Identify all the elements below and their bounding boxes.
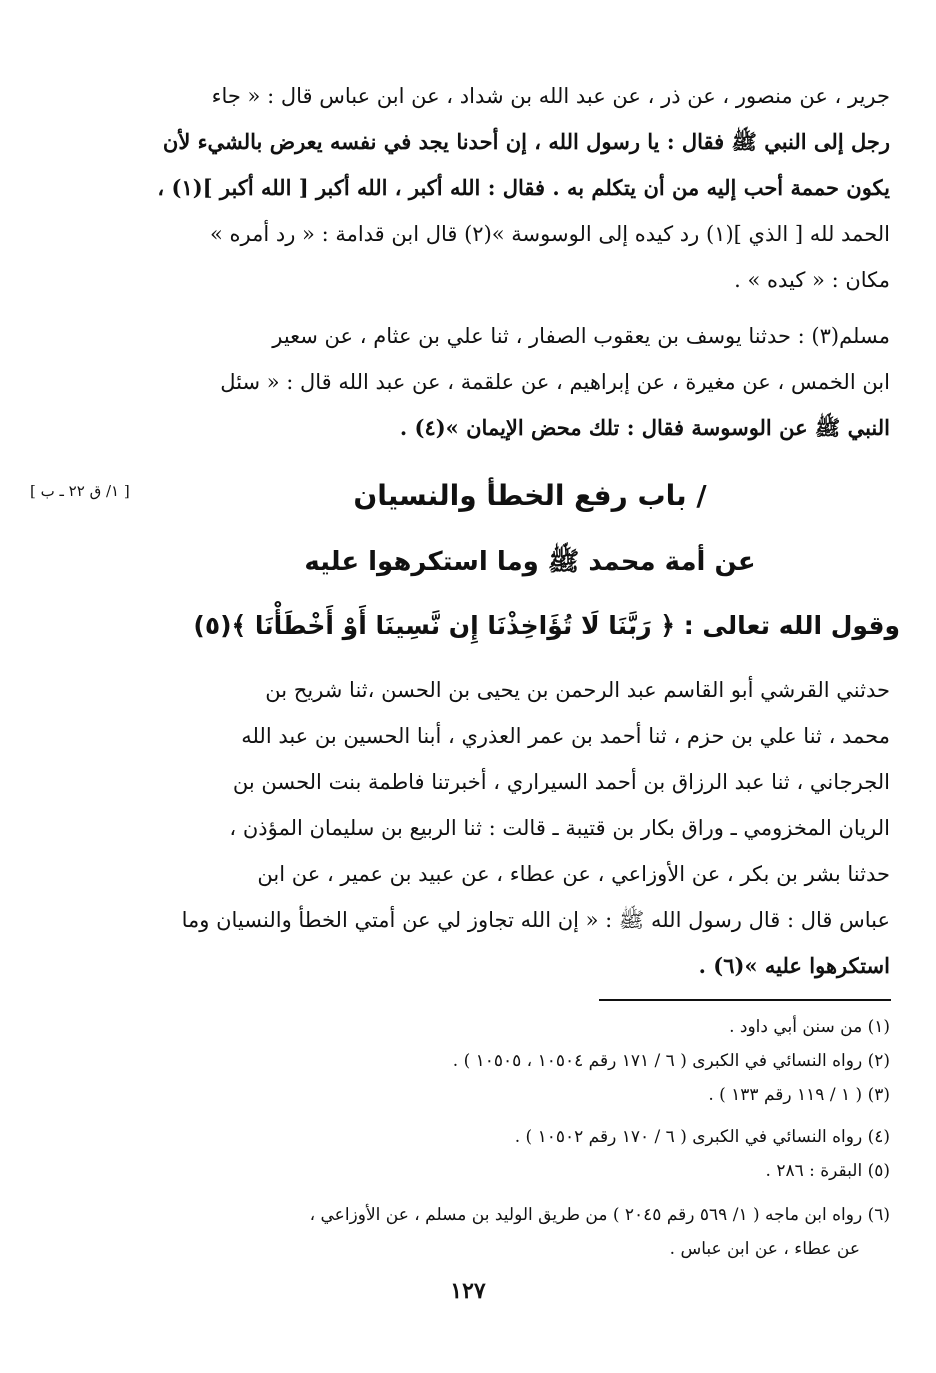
text-line: مكان : « كيده » .: [734, 268, 890, 292]
footnote: (٥) البقرة : ٢٨٦ .: [765, 1161, 890, 1181]
text-line: مسلم(٣) : حدثنا يوسف بن يعقوب الصفار ، ثنا علي بن عثام ، عن سعير: [272, 324, 890, 348]
text-line: النبي ﷺ عن الوسوسة فقال : تلك محض الإيمان »(٤) .: [399, 415, 890, 440]
text-line: حدثني القرشي أبو القاسم عبد الرحمن بن يحيى بن الحسن ،ثنا شريح بن: [265, 678, 890, 702]
manuscript-margin-reference: [ ١/ ق ٢٢ ـ ب ]: [30, 482, 130, 500]
chapter-verse: وقول الله تعالى : ﴿ رَبَّنَا لَا تُؤَاخِذْنَا إِن نَّسِينَا أَوْ أَخْطَأْنَا ﴾(٥): [193, 611, 900, 640]
text-line: الحمد لله [ الذي ](١) رد كيده إلى الوسوسة »(٢) قال ابن قدامة : « رد أمره »: [210, 222, 890, 246]
text-line: محمد ، ثنا علي بن حزم ، ثنا أحمد بن عمر العذري ، أبنا الحسين بن عبد الله: [241, 724, 890, 748]
page-number: ١٢٧: [450, 1278, 486, 1304]
text-line: رجل إلى النبي ﷺ فقال : يا رسول الله ، إن أحدنا يجد في نفسه يعرض بالشيء لأن: [162, 129, 890, 154]
footnote-continuation: عن عطاء ، عن ابن عباس .: [669, 1239, 860, 1259]
chapter-title: / باب رفع الخطأ والنسيان: [353, 479, 707, 512]
footnote-separator: [599, 999, 891, 1001]
text-line: الريان المخزومي ـ وراق بكار بن قتيبة ـ قالت : ثنا الربيع بن سليمان المؤذن ،: [229, 816, 890, 840]
text-line: الجرجاني ، ثنا عبد الرزاق بن أحمد السيراري ، أخبرتنا فاطمة بنت الحسن بن: [232, 770, 890, 794]
footnote: (١) من سنن أبي داود .: [729, 1017, 890, 1037]
text-line: عباس قال : قال رسول الله ﷺ : « إن الله تجاوز لي عن أمتي الخطأ والنسيان وما: [181, 908, 890, 932]
footnote: (٤) رواه النسائي في الكبرى ( ٦ / ١٧٠ رقم ١٠٥٠٢ ) .: [514, 1127, 890, 1147]
chapter-subtitle: عن أمة محمد ﷺ وما استكرهوا عليه: [304, 547, 756, 577]
text-line: حدثنا بشر بن بكر ، عن الأوزاعي ، عن عطاء ، عن عبيد بن عمير ، عن ابن: [257, 862, 890, 886]
text-line: جرير ، عن منصور ، عن ذر ، عن عبد الله بن شداد ، عن ابن عباس قال : « جاء: [211, 84, 890, 108]
footnote: (٣) ( ١ / ١١٩ رقم ١٣٣ ) .: [708, 1085, 890, 1105]
text-line: استكرهوا عليه »(٦) .: [698, 953, 890, 978]
footnote: (٦) رواه ابن ماجه ( ١/ ٥٦٩ رقم ٢٠٤٥ ) من طريق الوليد بن مسلم ، عن الأوزاعي ،: [309, 1205, 890, 1225]
footnote: (٢) رواه النسائي في الكبرى ( ٦ / ١٧١ رقم ١٠٥٠٤ ، ١٠٥٠٥ ) .: [452, 1051, 890, 1071]
text-line: ابن الخمس ، عن مغيرة ، عن إبراهيم ، عن علقمة ، عن عبد الله قال : « سئل: [220, 370, 890, 394]
text-line: يكون حممة أحب إليه من أن يتكلم به . فقال : الله أكبر ، الله أكبر [ الله أكبر ](١) ،: [157, 175, 890, 200]
